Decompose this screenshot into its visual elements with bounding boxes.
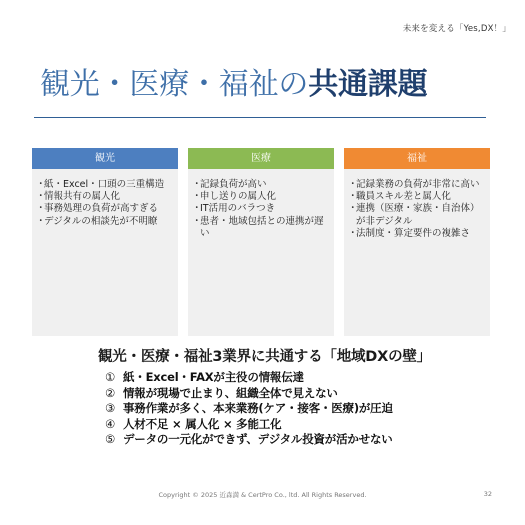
point-text: 紙・Excel・FAXが主役の情報伝達 — [123, 370, 304, 384]
issue-item: ・ 連携（医療・家族・自治体）が非デジタル — [350, 203, 484, 227]
column-header: 福祉 — [344, 148, 490, 169]
footer-copyright: Copyright © 2025 近森満 & CertPro Co., ltd. All Rights Reserved. — [158, 491, 367, 499]
point-number: ④ — [105, 416, 116, 431]
column-welfare — [344, 148, 490, 336]
summary-point — [105, 432, 393, 448]
issue-item: ・ 申し送りの属人化 — [194, 191, 328, 203]
point-text: 事務作業が多く、本来業務(ケア・接客・医療)が圧迫 — [123, 401, 393, 416]
summary-point-list — [105, 370, 393, 448]
point-text: 人材不足 × 属人化 × 多能工化 — [123, 416, 282, 431]
column-issue-list — [188, 169, 334, 240]
issue-item: ・ 記録業務の負荷が非常に高い — [350, 179, 484, 191]
issue-item: ・ IT活用のバラつき — [194, 203, 328, 215]
issue-item: ・ 患者・地域包括との連携が遅い — [194, 216, 328, 240]
industry-columns — [32, 148, 490, 336]
issue-item: ・ デジタルの相談先が不明瞭 — [38, 216, 172, 228]
issue-item: ・ 紙・Excel・口頭の三重構造 — [38, 179, 172, 191]
issue-item: ・ 記録負荷が高い — [194, 179, 328, 191]
point-text: 情報が現場で止まり、組織全体で見えない — [123, 385, 338, 400]
column-header: 医療 — [188, 148, 334, 169]
column-header: 観光 — [32, 148, 178, 169]
column-issue-list — [32, 169, 178, 228]
point-number: ⑤ — [105, 432, 116, 447]
page-title — [40, 67, 428, 102]
issue-item: ・ 事務処理の負荷が高すぎる — [38, 203, 172, 215]
summary-point — [105, 370, 393, 386]
issue-item: ・ 法制度・算定要件の複雑さ — [350, 228, 484, 240]
page-number: 32 — [483, 490, 492, 498]
issue-item: ・ 情報共有の属人化 — [38, 191, 172, 203]
issue-item: ・ 職員スキル差と属人化 — [350, 191, 484, 203]
summary-point — [105, 386, 393, 402]
point-text: データの一元化ができず、デジタル投資が活かせない — [123, 432, 393, 447]
page-title-emphasis: 共通課題 — [308, 67, 428, 102]
column-medical — [188, 148, 334, 336]
header-tagline: 未来を変える「Yes,DX！」 — [402, 24, 511, 34]
title-underline — [34, 117, 486, 118]
column-tourism — [32, 148, 178, 336]
point-number: ① — [105, 370, 116, 384]
page-title-main: 観光・医療・福祉の — [40, 67, 309, 102]
summary-point — [105, 401, 393, 417]
point-number: ② — [105, 385, 116, 400]
point-number: ③ — [105, 401, 116, 416]
column-issue-list — [344, 169, 490, 240]
summary-point — [105, 417, 393, 433]
summary-heading: 観光・医療・福祉3業界に共通する「地域DXの壁」 — [98, 349, 432, 365]
